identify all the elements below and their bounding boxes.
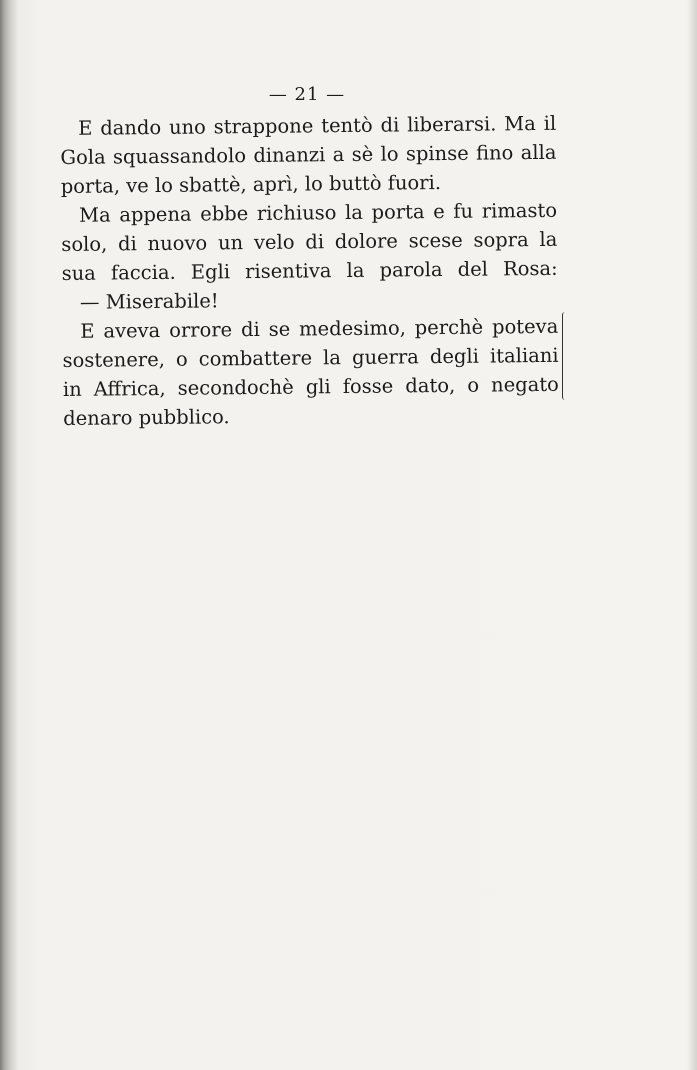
text-line: — Miserabile! [79,289,219,314]
page-left-edge-shadow [0,0,18,1070]
text-line: sua faccia. Egli risentiva la parola del Rosa: [61,256,558,285]
margin-bracket-mark [562,312,569,400]
page-right-edge-shadow [687,0,697,1070]
text-line: E aveva orrore di se medesimo, perchè poteva [80,314,559,343]
text-line: Ma appena ebbe richiuso la porta e fu rimasto [78,198,558,227]
text-line: Gola squassandolo dinanzi a sè lo spinse fino alla [60,140,557,169]
page-number: — 21 — [268,84,346,105]
body-text [60,109,559,433]
text-line: denaro pubblico. [63,405,230,430]
text-line: E dando uno strappone tentò di liberarsi. Ma il [78,111,557,140]
text-line: sostenere, o combattere la guerra degli italiani [62,343,559,372]
text-line: solo, di nuovo un velo di dolore scese sopra la [61,227,558,256]
text-line: in Affrica, secondochè gli fosse dato, o negato [62,372,559,401]
text-line: porta, ve lo sbattè, aprì, lo buttò fuori. [60,171,442,198]
